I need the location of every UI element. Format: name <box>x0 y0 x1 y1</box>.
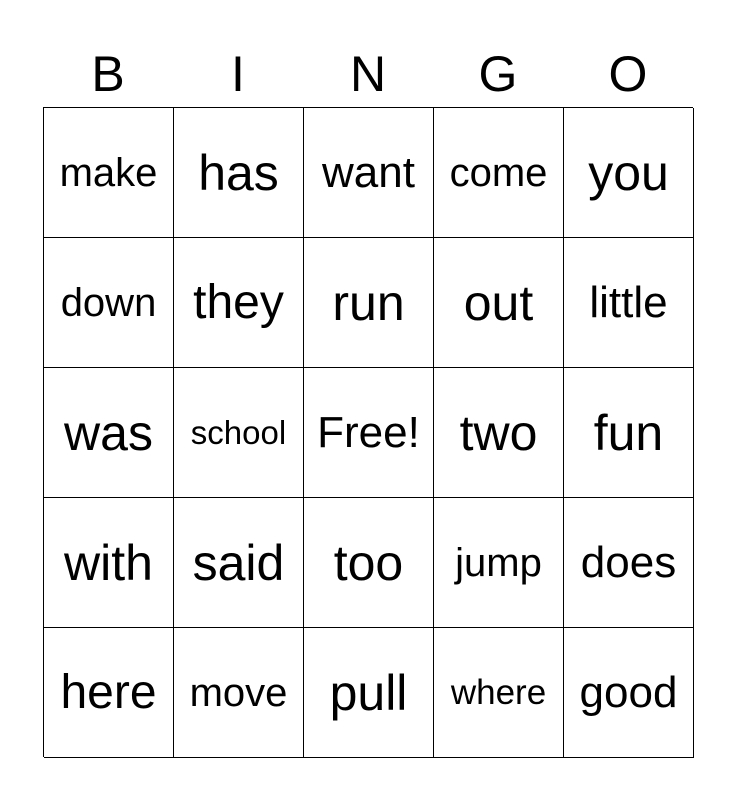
header-letter-b: B <box>91 46 125 102</box>
bingo-cell[interactable]: fun <box>564 368 694 498</box>
bingo-cell[interactable]: too <box>304 498 434 628</box>
bingo-cell[interactable]: Free! <box>304 368 434 498</box>
bingo-cell[interactable]: said <box>174 498 304 628</box>
bingo-cell[interactable]: out <box>434 238 564 368</box>
bingo-cell[interactable]: want <box>304 108 434 238</box>
bingo-board <box>43 107 693 757</box>
bingo-cell[interactable]: run <box>304 238 434 368</box>
bingo-cell[interactable]: does <box>564 498 694 628</box>
bingo-cell[interactable]: move <box>174 628 304 758</box>
bingo-cell[interactable]: come <box>434 108 564 238</box>
header-letter-o: O <box>608 46 648 102</box>
bingo-cell[interactable]: here <box>44 628 174 758</box>
bingo-cell[interactable]: down <box>44 238 174 368</box>
bingo-cell[interactable]: jump <box>434 498 564 628</box>
bingo-cell[interactable]: you <box>564 108 694 238</box>
bingo-cell[interactable]: has <box>174 108 304 238</box>
header-letter-n: N <box>349 46 387 102</box>
header-letter-i: I <box>231 46 245 102</box>
bingo-cell[interactable]: was <box>44 368 174 498</box>
bingo-cell[interactable]: make <box>44 108 174 238</box>
bingo-header <box>43 44 693 104</box>
bingo-cell[interactable]: two <box>434 368 564 498</box>
bingo-cell[interactable]: little <box>564 238 694 368</box>
header-letter-g: G <box>478 46 518 102</box>
bingo-cell[interactable]: pull <box>304 628 434 758</box>
bingo-cell[interactable]: with <box>44 498 174 628</box>
bingo-cell[interactable]: where <box>434 628 564 758</box>
bingo-cell[interactable]: school <box>174 368 304 498</box>
bingo-cell[interactable]: good <box>564 628 694 758</box>
bingo-cell[interactable]: they <box>174 238 304 368</box>
